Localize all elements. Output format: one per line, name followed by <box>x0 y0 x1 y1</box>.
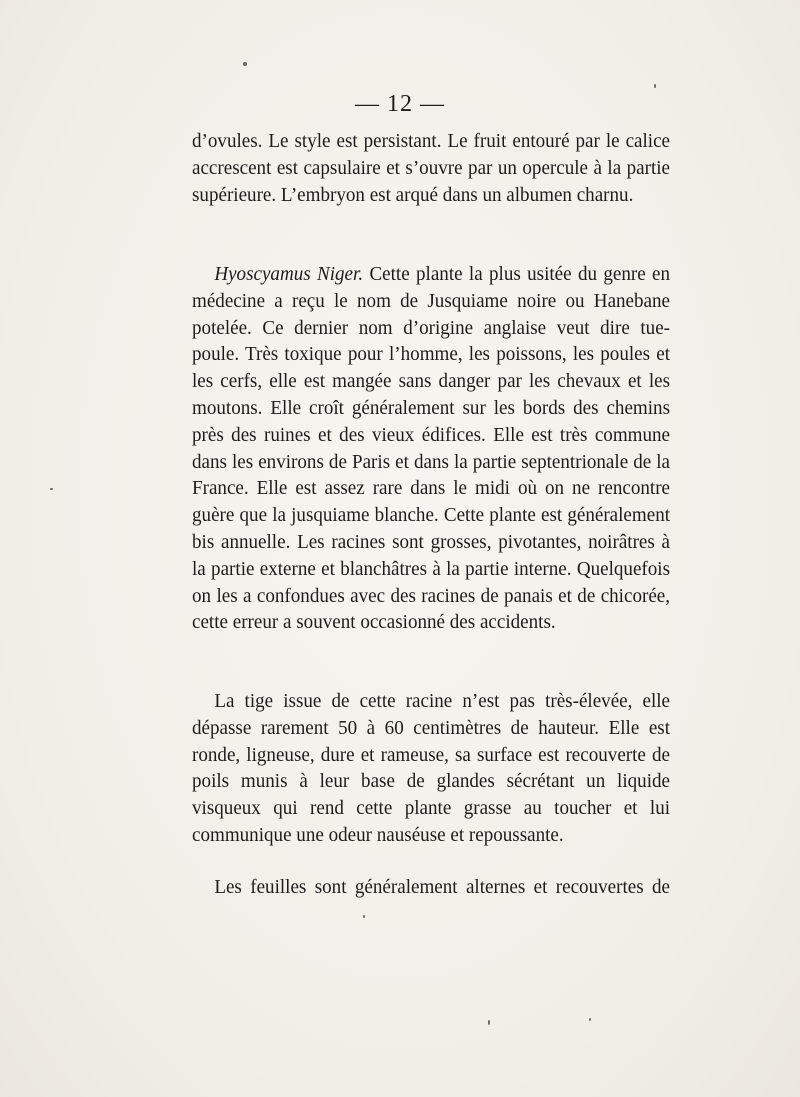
paragraph-3-text: La tige issue de cette racine n’est pas très-élevée, elle dépasse rarement 50 à 60 centimètres de hauteur. Elle est ronde, ligneuse, dure et rameuse, sa surface est recouverte de poils munis à leur base de glandes sécrétant un liquide visqueux qui rend cette plante grasse au toucher et lui communique une odeur nauséuse et repoussante. <box>192 690 671 846</box>
scan-speck <box>488 1020 490 1025</box>
paragraph-1 <box>192 128 670 208</box>
paragraph-2-body <box>192 261 670 636</box>
page-number: — 12 — <box>355 91 445 117</box>
paragraph-3 <box>192 688 670 849</box>
paragraph-4-text: Les feuilles sont généralement alternes et recouvertes de <box>214 876 671 898</box>
paragraph-4 <box>192 874 670 901</box>
scan-speck <box>50 488 53 490</box>
paragraph-2-text: Cette plante la plus usitée du genre en médecine a reçu le nom de Jusquiame noire ou Hanebane potelée. Ce dernier nom d’origine anglaise veut dire tue-poule. Très toxique pour l’homme, les poissons, les poules et les cerfs, elle est mangée sans danger par les chevaux et les moutons. Elle croît généralement sur les bords des chemins près des ruines et des vieux édifices. Elle est très commune dans les environs de Paris et dans la partie septentrionale de la France. Elle est assez rare dans le midi où on ne rencontre guère que la jusquiame blanche. Cette plante est généralement bis annuelle. Les racines sont grosses, pivotantes, noirâtres à la partie externe et blanchâtres à la partie interne. Quelquefois on les a confondues avec des racines de panais et de chicorée, cette erreur a souvent occasionné des accidents. <box>192 263 671 634</box>
species-name: Hyoscyamus Niger. <box>214 263 364 285</box>
paragraph-1-text: d’ovules. Le style est persistant. Le fruit entouré par le calice accrescent est capsulaire et s’ouvre par un opercule à la partie supérieure. L’embryon est arqué dans un albumen charnu. <box>192 130 671 206</box>
scan-speck <box>654 84 656 88</box>
scan-speck <box>589 1018 591 1021</box>
paragraph-2 <box>192 261 670 636</box>
scan-speck <box>363 915 365 918</box>
scan-speck <box>243 62 247 66</box>
